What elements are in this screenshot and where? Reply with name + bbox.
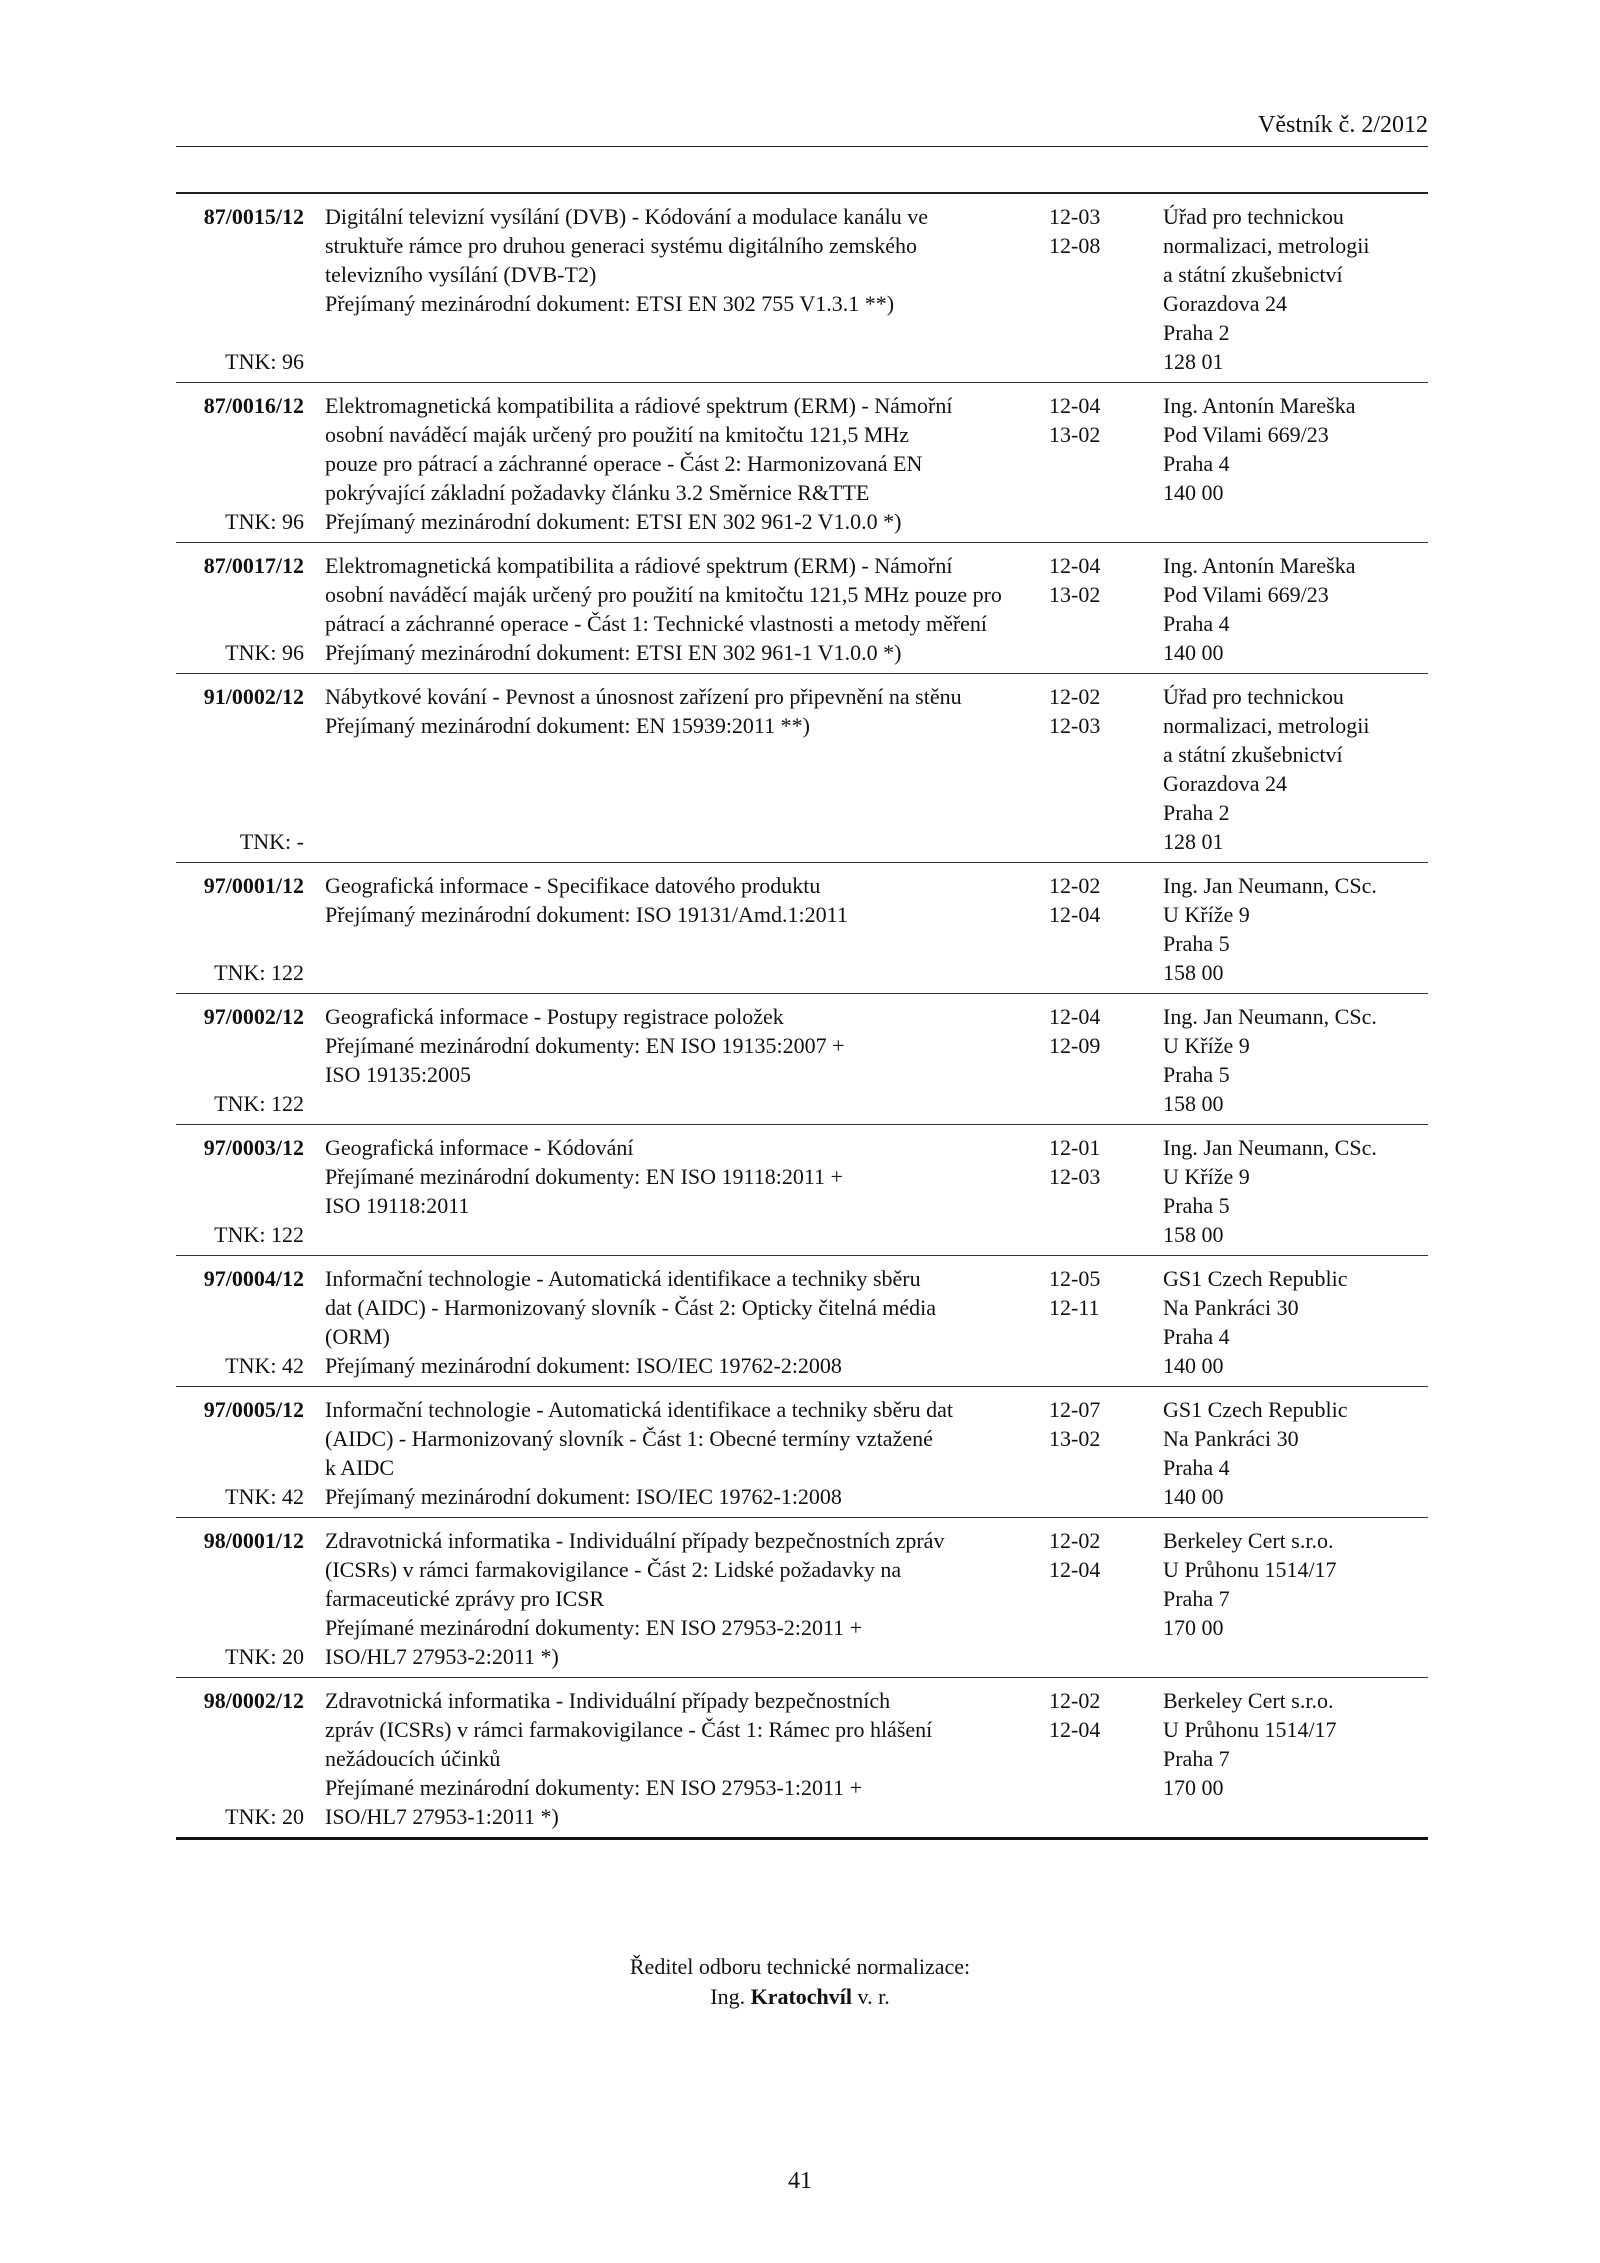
address-line: 170 00 [1163,1615,1224,1640]
table-row [176,674,1428,863]
record-dates [1049,1002,1149,1060]
record-id-cell [176,1264,304,1380]
address-line: 140 00 [1163,1353,1224,1378]
record-address [1163,551,1428,667]
date-line: 12-04 [1049,553,1101,578]
date-line: 12-11 [1049,1295,1100,1320]
address-line: a státní zkušebnictví [1163,262,1343,287]
record-id-cell [176,1002,304,1118]
signature-name: Kratochvíl [750,1984,853,2009]
record-address [1163,1002,1428,1118]
date-line: 13-02 [1049,1426,1101,1451]
description-line: ISO/HL7 27953-2:2011 *) [325,1644,559,1669]
address-line: Praha 4 [1163,1455,1230,1480]
page-header [176,108,1428,147]
description-line: Informační technologie - Automatická identifikace a techniky sběru dat [325,1397,953,1422]
description-line: (ICSRs) v rámci farmakovigilance - Část 2: Lidské požadavky na [325,1557,902,1582]
record-tnk: TNK: 122 [214,1091,304,1116]
record-code: 97/0004/12 [203,1266,304,1291]
address-line: 158 00 [1163,960,1224,985]
description-line: Přejímané mezinárodní dokumenty: EN ISO 19135:2007 + [325,1033,845,1058]
address-line: Praha 4 [1163,1324,1230,1349]
record-dates [1049,1526,1149,1584]
address-line: 170 00 [1163,1775,1224,1800]
description-line: Geografická informace - Kódování [325,1135,634,1160]
record-tnk: TNK: 96 [225,349,304,374]
table-row [176,1518,1428,1678]
date-line: 12-01 [1049,1135,1101,1160]
address-line: 140 00 [1163,480,1224,505]
record-dates [1049,202,1149,260]
description-line: Digitální televizní vysílání (DVB) - Kódování a modulace kanálu ve [325,204,929,229]
record-code: 91/0002/12 [203,684,304,709]
record-id-cell [176,1686,304,1831]
table-row [176,1387,1428,1518]
description-line: Zdravotnická informatika - Individuální případy bezpečnostních [325,1688,891,1713]
description-line: k AIDC [325,1455,395,1480]
record-tnk: TNK: 122 [214,1222,304,1247]
table-row [176,1125,1428,1256]
description-line: Elektromagnetická kompatibilita a rádiové spektrum (ERM) - Námořní [325,553,953,578]
table-row [176,1678,1428,1837]
record-code: 87/0016/12 [203,393,304,418]
date-line: 12-04 [1049,1717,1101,1742]
table-row [176,543,1428,674]
description-line: pouze pro pátrací a záchranné operace - Část 2: Harmonizovaná EN [325,451,923,476]
date-line: 12-02 [1049,684,1101,709]
date-line: 12-04 [1049,902,1101,927]
date-line: 12-03 [1049,204,1101,229]
table-row [176,863,1428,994]
record-dates [1049,871,1149,929]
record-address [1163,202,1428,376]
date-line: 12-03 [1049,713,1101,738]
description-line: Informační technologie - Automatická identifikace a techniky sběru [325,1266,921,1291]
record-id-cell [176,1133,304,1249]
date-line: 12-02 [1049,1688,1101,1713]
record-address [1163,1395,1428,1511]
address-line: Praha 5 [1163,1193,1230,1218]
address-line: U Kříže 9 [1163,902,1250,927]
record-dates [1049,1686,1149,1744]
address-line: 140 00 [1163,640,1224,665]
record-address [1163,682,1428,856]
address-line: Praha 4 [1163,451,1230,476]
signature-role: Ředitel odboru technické normalizace: [629,1954,971,1979]
standards-table [176,192,1428,1840]
address-line: U Průhonu 1514/17 [1163,1717,1337,1742]
record-id-cell [176,391,304,536]
record-id-cell [176,1526,304,1671]
record-tnk: TNK: 96 [225,509,304,534]
page-number: 41 [788,2168,812,2194]
address-line: Praha 5 [1163,1062,1230,1087]
address-line: Pod Vilami 669/23 [1163,422,1329,447]
address-line: normalizaci, metrologii [1163,713,1370,738]
address-line: U Kříže 9 [1163,1164,1250,1189]
description-line: Přejímané mezinárodní dokumenty: EN ISO 19118:2011 + [325,1164,843,1189]
record-address [1163,871,1428,987]
date-line: 12-07 [1049,1397,1101,1422]
date-line: 12-04 [1049,1004,1101,1029]
address-line: Berkeley Cert s.r.o. [1163,1528,1334,1553]
description-line: televizního vysílání (DVB-T2) [325,262,597,287]
description-line: pokrývající základní požadavky článku 3.2 Směrnice R&TTE [325,480,870,505]
record-code: 97/0005/12 [203,1397,304,1422]
address-line: Na Pankráci 30 [1163,1426,1299,1451]
journal-title: Věstník č. 2/2012 [1258,112,1428,138]
record-code: 97/0003/12 [203,1135,304,1160]
record-tnk: TNK: 20 [225,1644,304,1669]
description-line: Nábytkové kování - Pevnost a únosnost zařízení pro připevnění na stěnu [325,684,962,709]
address-line: Ing. Jan Neumann, CSc. [1163,1135,1377,1160]
description-line: Přejímaný mezinárodní dokument: ETSI EN 302 961-1 V1.0.0 *) [325,640,902,665]
record-dates [1049,391,1149,449]
address-line: Pod Vilami 669/23 [1163,582,1329,607]
address-line: Praha 2 [1163,800,1230,825]
record-id-cell [176,1395,304,1511]
date-line: 12-04 [1049,1557,1101,1582]
record-address [1163,1526,1428,1642]
record-tnk: TNK: 122 [214,960,304,985]
description-line: Zdravotnická informatika - Individuální případy bezpečnostních zpráv [325,1528,945,1553]
address-line: Berkeley Cert s.r.o. [1163,1688,1334,1713]
address-line: 140 00 [1163,1484,1224,1509]
description-line: nežádoucích účinků [325,1746,501,1771]
date-line: 12-04 [1049,393,1101,418]
record-address [1163,1686,1428,1802]
description-line: Přejímaný mezinárodní dokument: ISO 19131/Amd.1:2011 [325,902,848,927]
table-row [176,194,1428,383]
address-line: U Průhonu 1514/17 [1163,1557,1337,1582]
signature-name-line [0,1982,1600,2012]
record-code: 87/0017/12 [203,553,304,578]
description-line: ISO 19118:2011 [325,1193,470,1218]
record-id-cell [176,871,304,987]
address-line: a státní zkušebnictví [1163,742,1343,767]
record-address [1163,391,1428,507]
address-line: 158 00 [1163,1222,1224,1247]
date-line: 12-02 [1049,1528,1101,1553]
record-tnk: TNK: 42 [225,1353,304,1378]
address-line: Ing. Jan Neumann, CSc. [1163,1004,1377,1029]
record-code: 87/0015/12 [203,204,304,229]
record-tnk: TNK: - [239,829,304,854]
address-line: Praha 2 [1163,320,1230,345]
date-line: 13-02 [1049,582,1101,607]
address-line: Ing. Antonín Mareška [1163,393,1356,418]
record-id-cell [176,551,304,667]
record-code: 97/0001/12 [203,873,304,898]
description-line: zpráv (ICSRs) v rámci farmakovigilance - Část 1: Rámec pro hlášení [325,1717,933,1742]
record-tnk: TNK: 42 [225,1484,304,1509]
record-dates [1049,551,1149,609]
address-line: Gorazdova 24 [1163,771,1288,796]
description-line: Přejímaný mezinárodní dokument: ISO/IEC 19762-2:2008 [325,1353,842,1378]
description-line: Přejímaný mezinárodní dokument: ETSI EN 302 961-2 V1.0.0 *) [325,509,902,534]
address-line: Praha 5 [1163,931,1230,956]
description-line: Přejímaný mezinárodní dokument: ETSI EN 302 755 V1.3.1 **) [325,291,895,316]
record-dates [1049,1395,1149,1453]
date-line: 13-02 [1049,422,1101,447]
record-id-cell [176,682,304,856]
description-line: osobní naváděcí maják určený pro použití na kmitočtu 121,5 MHz pouze pro [325,582,1002,607]
record-code: 98/0002/12 [203,1688,304,1713]
address-line: Úřad pro technickou [1163,684,1344,709]
address-line: normalizaci, metrologii [1163,233,1370,258]
description-line: Přejímané mezinárodní dokumenty: EN ISO 27953-2:2011 + [325,1615,863,1640]
description-line: ISO/HL7 27953-1:2011 *) [325,1804,559,1829]
address-line: Ing. Antonín Mareška [1163,553,1356,578]
address-line: Ing. Jan Neumann, CSc. [1163,873,1377,898]
description-line: Elektromagnetická kompatibilita a rádiové spektrum (ERM) - Námořní [325,393,953,418]
address-line: 128 01 [1163,349,1224,374]
signature-suffix: v. r. [857,1984,890,2009]
address-line: Praha 7 [1163,1586,1230,1611]
record-id-cell [176,202,304,376]
record-dates [1049,682,1149,740]
table-row [176,1256,1428,1387]
signature-block [0,1952,1600,2012]
address-line: GS1 Czech Republic [1163,1266,1348,1291]
address-line: Úřad pro technickou [1163,204,1344,229]
record-code: 98/0001/12 [203,1528,304,1553]
date-line: 12-09 [1049,1033,1101,1058]
record-tnk: TNK: 96 [225,640,304,665]
address-line: 128 01 [1163,829,1224,854]
description-line: (AIDC) - Harmonizovaný slovník - Část 1: Obecné termíny vztažené [325,1426,933,1451]
address-line: Gorazdova 24 [1163,291,1288,316]
record-address [1163,1264,1428,1380]
date-line: 12-03 [1049,1164,1101,1189]
record-dates [1049,1133,1149,1191]
address-line: Praha 7 [1163,1746,1230,1771]
record-address [1163,1133,1428,1249]
description-line: farmaceutické zprávy pro ICSR [325,1586,605,1611]
signature-prefix: Ing. [710,1984,746,2009]
description-line: (ORM) [325,1324,390,1349]
description-line: Přejímaný mezinárodní dokument: ISO/IEC 19762-1:2008 [325,1484,842,1509]
record-tnk: TNK: 20 [225,1804,304,1829]
table-row [176,994,1428,1125]
description-line: Geografická informace - Postupy registrace položek [325,1004,784,1029]
description-line: Přejímané mezinárodní dokumenty: EN ISO 27953-1:2011 + [325,1775,863,1800]
table-row [176,383,1428,543]
description-line: osobní naváděcí maják určený pro použití na kmitočtu 121,5 MHz [325,422,910,447]
description-line: struktuře rámce pro druhou generaci systému digitálního zemského [325,233,917,258]
address-line: U Kříže 9 [1163,1033,1250,1058]
description-line: ISO 19135:2005 [325,1062,472,1087]
address-line: Na Pankráci 30 [1163,1295,1299,1320]
address-line: GS1 Czech Republic [1163,1397,1348,1422]
date-line: 12-08 [1049,233,1101,258]
date-line: 12-05 [1049,1266,1101,1291]
record-dates [1049,1264,1149,1322]
date-line: 12-02 [1049,873,1101,898]
description-line: Geografická informace - Specifikace datového produktu [325,873,821,898]
address-line: Praha 4 [1163,611,1230,636]
record-code: 97/0002/12 [203,1004,304,1029]
description-line: Přejímaný mezinárodní dokument: EN 15939:2011 **) [325,713,810,738]
description-line: pátrací a záchranné operace - Část 1: Technické vlastnosti a metody měření [325,611,988,636]
address-line: 158 00 [1163,1091,1224,1116]
description-line: dat (AIDC) - Harmonizovaný slovník - Část 2: Opticky čitelná média [325,1295,936,1320]
